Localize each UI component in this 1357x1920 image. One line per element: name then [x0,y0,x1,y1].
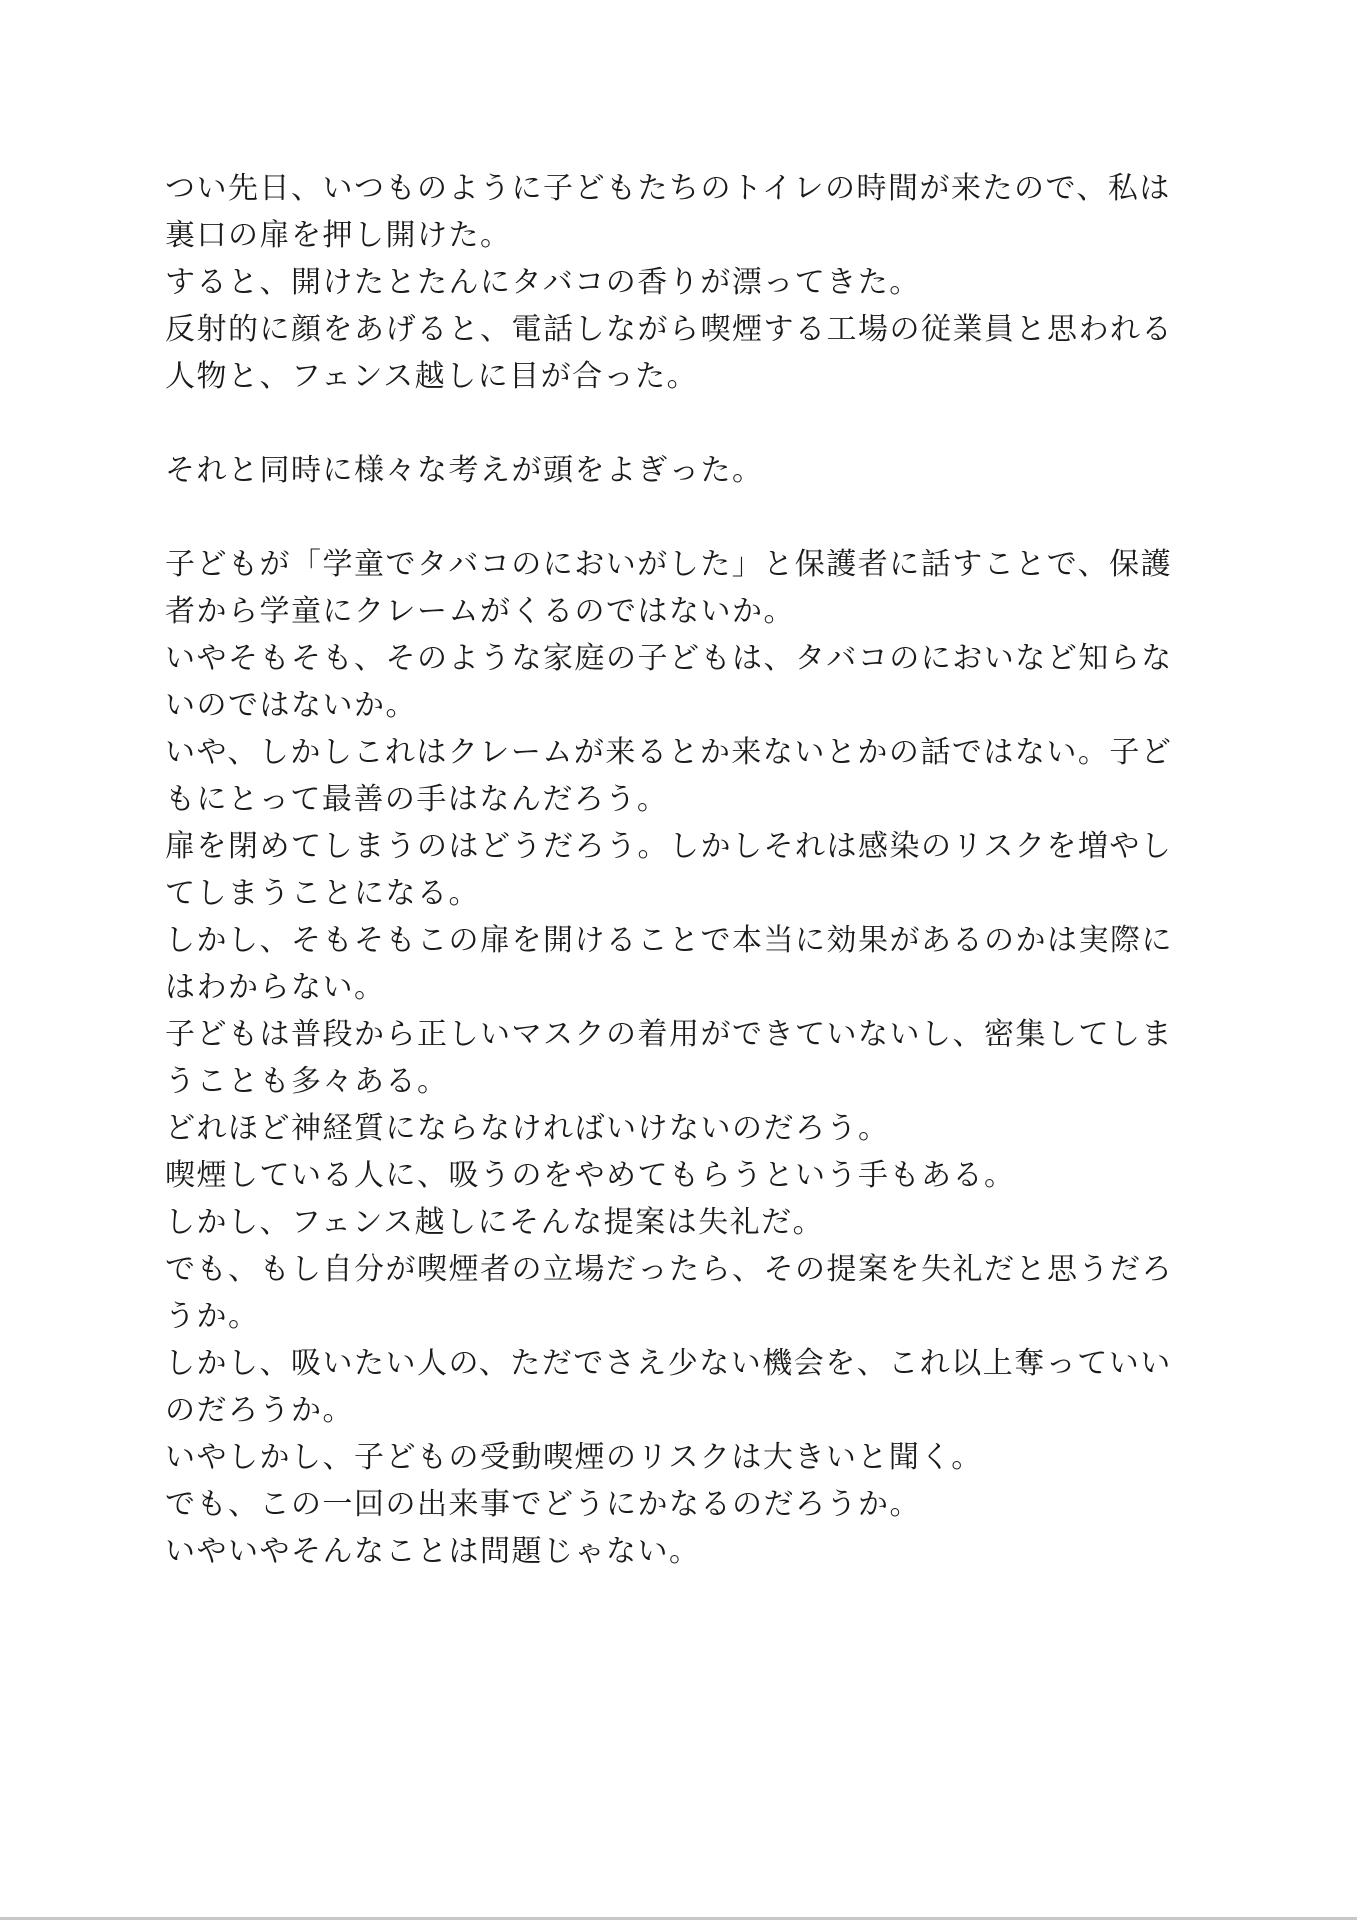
text-line: でも、もし自分が喫煙者の立場だったら、その提案を失礼だと思うだろ [165,1252,1173,1287]
text-line: 喫煙している人に、吸うのをやめてもらうという手もある。 [165,1158,1016,1193]
paragraph [165,1481,1195,1528]
paragraph [165,1105,1195,1152]
text-line: 者から学童にクレームがくるのではないか。 [165,594,795,629]
text-line: いやいやそんなことは問題じゃない。 [165,1534,701,1569]
blank-line [165,494,1195,541]
text-line: うことも多々ある。 [165,1064,449,1099]
paragraph [165,541,1195,635]
paragraph [165,1199,1195,1246]
paragraph [165,1434,1195,1481]
text-line: うか。 [165,1299,260,1334]
paragraph [165,1152,1195,1199]
text-line: もにとって最善の手はなんだろう。 [165,782,669,817]
text-line: しかし、吸いたい人の、ただでさえ少ない機会を、これ以上奪っていい [165,1346,1172,1381]
blank-line [165,400,1195,447]
paragraph [165,1528,1195,1575]
text-line: のだろうか。 [165,1393,354,1428]
text-line: いやそもそも、そのような家庭の子どもは、タバコのにおいなど知らな [165,641,1173,676]
paragraph [165,165,1195,259]
text-line: でも、この一回の出来事でどうにかなるのだろうか。 [165,1487,921,1522]
paragraph [165,1011,1195,1105]
text-line: それと同時に様々な考えが頭をよぎった。 [165,453,764,488]
paragraph [165,259,1195,306]
paragraph [165,1246,1195,1340]
text-line: どれほど神経質にならなければいけないのだろう。 [165,1111,890,1146]
text-line: しかし、そもそもこの扉を開けることで本当に効果があるのかは実際に [165,923,1173,958]
paragraph [165,447,1195,494]
text-line: 人物と、フェンス越しに目が合った。 [165,359,699,394]
text-line: いのではないか。 [165,688,417,723]
text-line: 子どもは普段から正しいマスクの着用ができていないし、密集してしま [165,1017,1173,1052]
paragraph [165,917,1195,1011]
text-line: てしまうことになる。 [165,876,480,911]
text-line: いや、しかしこれはクレームが来るとか来ないとかの話ではない。子ど [165,735,1173,770]
paragraph [165,823,1195,917]
text-line: はわからない。 [165,970,386,1005]
text-line: 裏口の扉を押し開けた。 [165,218,512,253]
document-body [165,165,1195,1575]
paragraph [165,1340,1195,1434]
text-line: いやしかし、子どもの受動喫煙のリスクは大きいと聞く。 [165,1440,983,1475]
text-line: しかし、フェンス越しにそんな提案は失礼だ。 [165,1205,825,1240]
paragraph [165,306,1195,400]
text-line: 扉を閉めてしまうのはどうだろう。しかしそれは感染のリスクを増やし [165,829,1173,864]
paragraph [165,729,1195,823]
text-line: つい先日、いつものように子どもたちのトイレの時間が来たので、私は [165,171,1171,206]
text-line: 子どもが「学童でタバコのにおいがした」と保護者に話すことで、保護 [165,547,1173,582]
text-line: すると、開けたとたんにタバコの香りが漂ってきた。 [165,265,921,300]
paragraph [165,635,1195,729]
text-line: 反射的に顔をあげると、電話しながら喫煙する工場の従業員と思われる [165,312,1173,347]
